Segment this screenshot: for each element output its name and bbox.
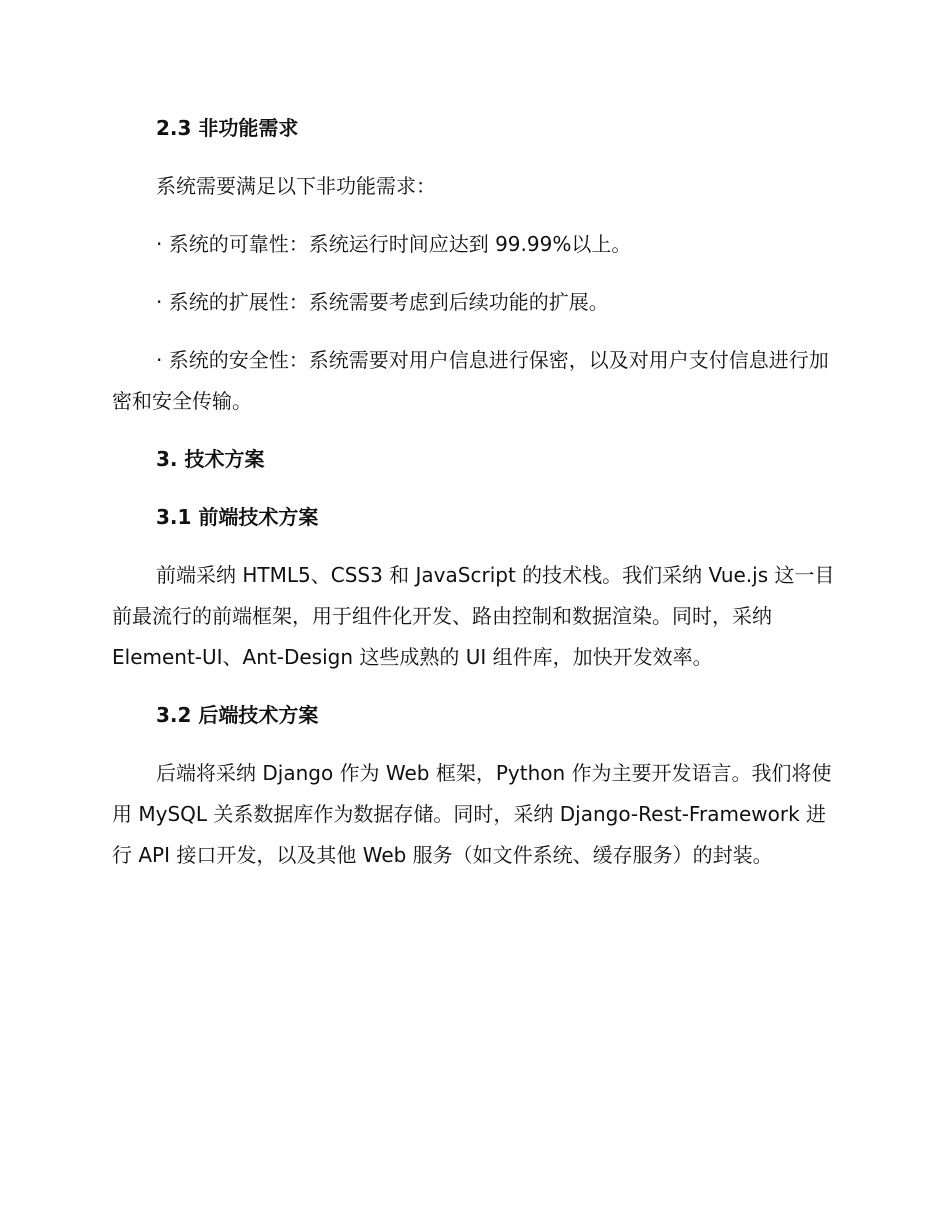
- security-item: · 系统的安全性：系统需要对用户信息进行保密，以及对用户支付信息进行加密和安全传输。: [112, 348, 829, 413]
- backend-paragraph: 后端将采纳 Django 作为 Web 框架，Python 作为主要开发语言。我们将使用 MySQL 关系数据库作为数据存储。同时，采纳 Django-Rest-Framework 进行 API 接口开发，以及其他 Web 服务（如文件系统、缓存服务）的封装。: [112, 761, 832, 867]
- section-2-3-heading: 2.3 非功能需求: [156, 116, 299, 140]
- scalability-item: · 系统的扩展性：系统需要考虑到后续功能的扩展。: [156, 290, 609, 314]
- document-content: [112, 108, 838, 893]
- frontend-paragraph: 前端采纳 HTML5、CSS3 和 JavaScript 的技术栈。我们采纳 Vue.js 这一目前最流行的前端框架，用于组件化开发、路由控制和数据渲染。同时，采纳 Element-UI、Ant-Design 这些成熟的 UI 组件库，加快开发效率。: [112, 563, 835, 669]
- section-3-heading: 3. 技术方案: [156, 447, 265, 471]
- section-3-2-heading: 3.2 后端技术方案: [156, 703, 319, 727]
- section-2-3-intro: 系统需要满足以下非功能需求：: [156, 174, 436, 198]
- section-3-1-heading: 3.1 前端技术方案: [156, 505, 319, 529]
- reliability-item: · 系统的可靠性：系统运行时间应达到 99.99%以上。: [156, 232, 632, 256]
